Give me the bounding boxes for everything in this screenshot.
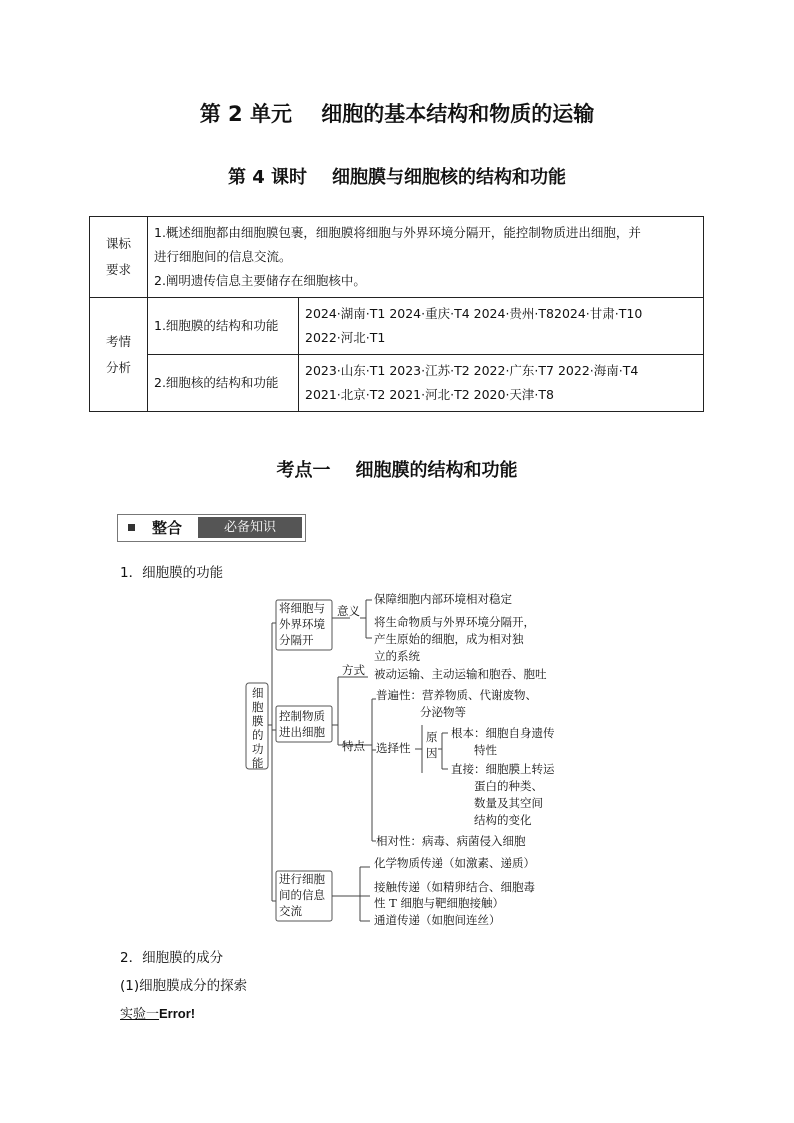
root-text: 能 (252, 756, 264, 770)
branch2-way-item: 被动运输、主动运输和胞吞、胞吐 (374, 667, 547, 681)
branch1-key: 意义 (337, 604, 360, 618)
section-heading: 2．细胞膜的成分 (120, 950, 224, 966)
root-text: 胞 (252, 700, 264, 714)
reason-item: 数量及其空间 (474, 796, 543, 810)
common-item: 分泌物等 (420, 705, 466, 719)
bracket (368, 699, 376, 841)
branch1-item: 立的系统 (374, 649, 420, 663)
bracket (360, 600, 372, 638)
table-refs: 2023·山东·T1 2023·江苏·T2 2022·广东·T7 2022·海南·T4 2021·北京·T2 2021·河北·T2 2020·天津·T8 (299, 355, 704, 412)
branch3-item: 化学物质传递（如激素、递质） (374, 856, 535, 870)
error-text: Error! (159, 1006, 196, 1021)
bracket (332, 867, 370, 921)
section-heading: 1．细胞膜的功能 (120, 565, 224, 581)
square-icon (128, 524, 135, 531)
relative-item: 相对性：病毒、病菌侵入细胞 (376, 834, 526, 848)
experiment-label: 实验一 (120, 1007, 160, 1022)
table-refs: 2024·湖南·T1 2024·重庆·T4 2024·贵州·T82024·甘肃·T10 2022·河北·T1 (299, 298, 704, 355)
branch2-text: 控制物质 (279, 709, 325, 723)
banner-main: 整合 (152, 519, 183, 537)
reason-label: 原 (426, 730, 438, 744)
table-label-standard: 课标 要求 (90, 217, 148, 298)
section-banner (117, 514, 306, 542)
common-item: 普遍性：营养物质、代谢废物、 (376, 688, 537, 702)
branch3-item: 接触传递（如精卵结合、细胞毒 (374, 880, 535, 894)
branch2-text: 进出细胞 (279, 725, 325, 739)
branch1-text: 分隔开 (279, 633, 314, 647)
reason-item: 直接：细胞膜上转运 (451, 762, 555, 776)
branch1-item: 产生原始的细胞，成为相对独 (374, 632, 524, 646)
root-text: 功 (252, 742, 264, 756)
reason-item: 结构的变化 (474, 813, 532, 827)
branch3-text: 进行细胞 (279, 872, 325, 886)
root-text: 细 (252, 686, 264, 700)
lesson-title: 第 4 课时 细胞膜与细胞核的结构和功能 (227, 167, 567, 188)
standard-content: 1.概述细胞都由细胞膜包裹，细胞膜将细胞与外界环境分隔开，能控制物质进出细胞，并 进行细胞间的信息交流。 2.阐明遗传信息主要储存在细胞核中。 (148, 217, 704, 298)
bracket (332, 677, 368, 745)
branch3-item: 性 T 细胞与靶细胞接触） (374, 896, 504, 910)
bracket (438, 733, 448, 769)
reason-item: 蛋白的种类、 (474, 779, 543, 793)
branch1-item: 保障细胞内部环境相对稳定 (374, 592, 512, 606)
unit-title: 第 2 单元 细胞的基本结构和物质的运输 (199, 102, 595, 126)
banner-tag: 必备知识 (198, 517, 302, 538)
membrane-function-diagram (240, 585, 570, 930)
branch3-text: 间的信息 (279, 888, 325, 902)
branch2-feature: 特点 (342, 739, 365, 753)
experiment-line (120, 1003, 195, 1022)
requirements-table (89, 216, 704, 412)
table-topic: 1.细胞膜的结构和功能 (148, 298, 299, 355)
reason-item: 特性 (474, 743, 497, 757)
table-topic: 2.细胞核的结构和功能 (148, 355, 299, 412)
reason-label: 因 (426, 746, 438, 760)
root-text: 膜 (252, 714, 264, 728)
branch3-item: 通道传递（如胞间连丝） (374, 913, 501, 927)
branch3-text: 交流 (279, 904, 302, 918)
bracket (415, 725, 422, 773)
branch1-text: 外界环境 (279, 617, 325, 631)
point-title: 考点一 细胞膜的结构和功能 (276, 460, 518, 481)
subsection-heading: (1)细胞膜成分的探索 (120, 978, 248, 994)
branch2-way: 方式 (342, 663, 365, 677)
branch1-text: 将细胞与 (279, 601, 325, 615)
main-bracket (268, 623, 276, 901)
select-label: 选择性 (376, 741, 411, 755)
branch1-item: 将生命物质与外界环境分隔开， (374, 615, 535, 629)
root-text: 的 (252, 728, 264, 742)
reason-item: 根本：细胞自身遗传 (451, 726, 555, 740)
table-label-analysis: 考情 分析 (90, 298, 148, 412)
